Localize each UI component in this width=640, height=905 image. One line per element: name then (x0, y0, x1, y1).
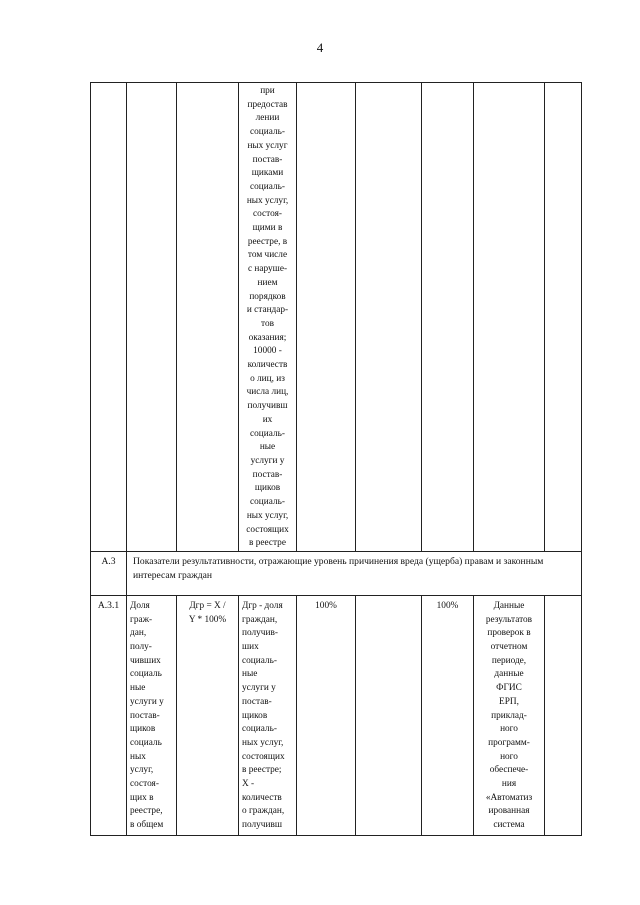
cell-empty-8 (474, 83, 545, 552)
indicator-table (90, 82, 582, 836)
target-value: 100% (297, 595, 356, 835)
cell-empty-6 (356, 83, 422, 552)
continuation-row (91, 83, 582, 552)
cell-indicator-empty (127, 83, 177, 552)
column-7-value: 100% (422, 595, 474, 835)
cell-formula-empty (177, 83, 239, 552)
indicator-name: Доля граж- дан, полу- чивших социаль ные услуги у постав- щиков социаль ных услуг, состоя- щих в реестре, в общем (127, 595, 177, 835)
section-row (91, 551, 582, 595)
cell-code-empty (91, 83, 127, 552)
cell-empty-5 (297, 83, 356, 552)
column-6-value (356, 595, 422, 835)
cell-empty-7 (422, 83, 474, 552)
column-9-value (545, 595, 582, 835)
item-code: А.3.1 (91, 595, 127, 835)
formula: Дгр = X / Y * 100% (177, 595, 239, 835)
item-row (91, 595, 582, 835)
formula-description-cell: при предостав лении социаль- ных услуг постав- щиками социаль- ных услуг, состоя- щими в реестре, в том числе с наруше- нием порядков и стандар- тов оказания; 10000 - количеств о лиц, из числа лиц, получивш их социаль- ные услуги у постав- щиков социаль- ных услуг, состоящих в реестре (239, 83, 297, 552)
formula-description: Дгр - доля граждан, получив- ших социаль- ные услуги у постав- щиков социаль- ных услуг, состоящих в реестре; X - количеств о граждан, получивш (239, 595, 297, 835)
page-number: 4 (316, 40, 324, 55)
cell-empty-9 (545, 83, 582, 552)
section-title: Показатели результативности, отражающие уровень причинения вреда (ущерба) правам и законным интересам граждан (127, 551, 582, 595)
data-source: Данные результатов проверок в отчетном периоде, данные ФГИС ЕРП, приклад- ного программ- ного обеспече- ния «Автоматиз ированная система (474, 595, 545, 835)
section-code: А.3 (91, 551, 127, 595)
